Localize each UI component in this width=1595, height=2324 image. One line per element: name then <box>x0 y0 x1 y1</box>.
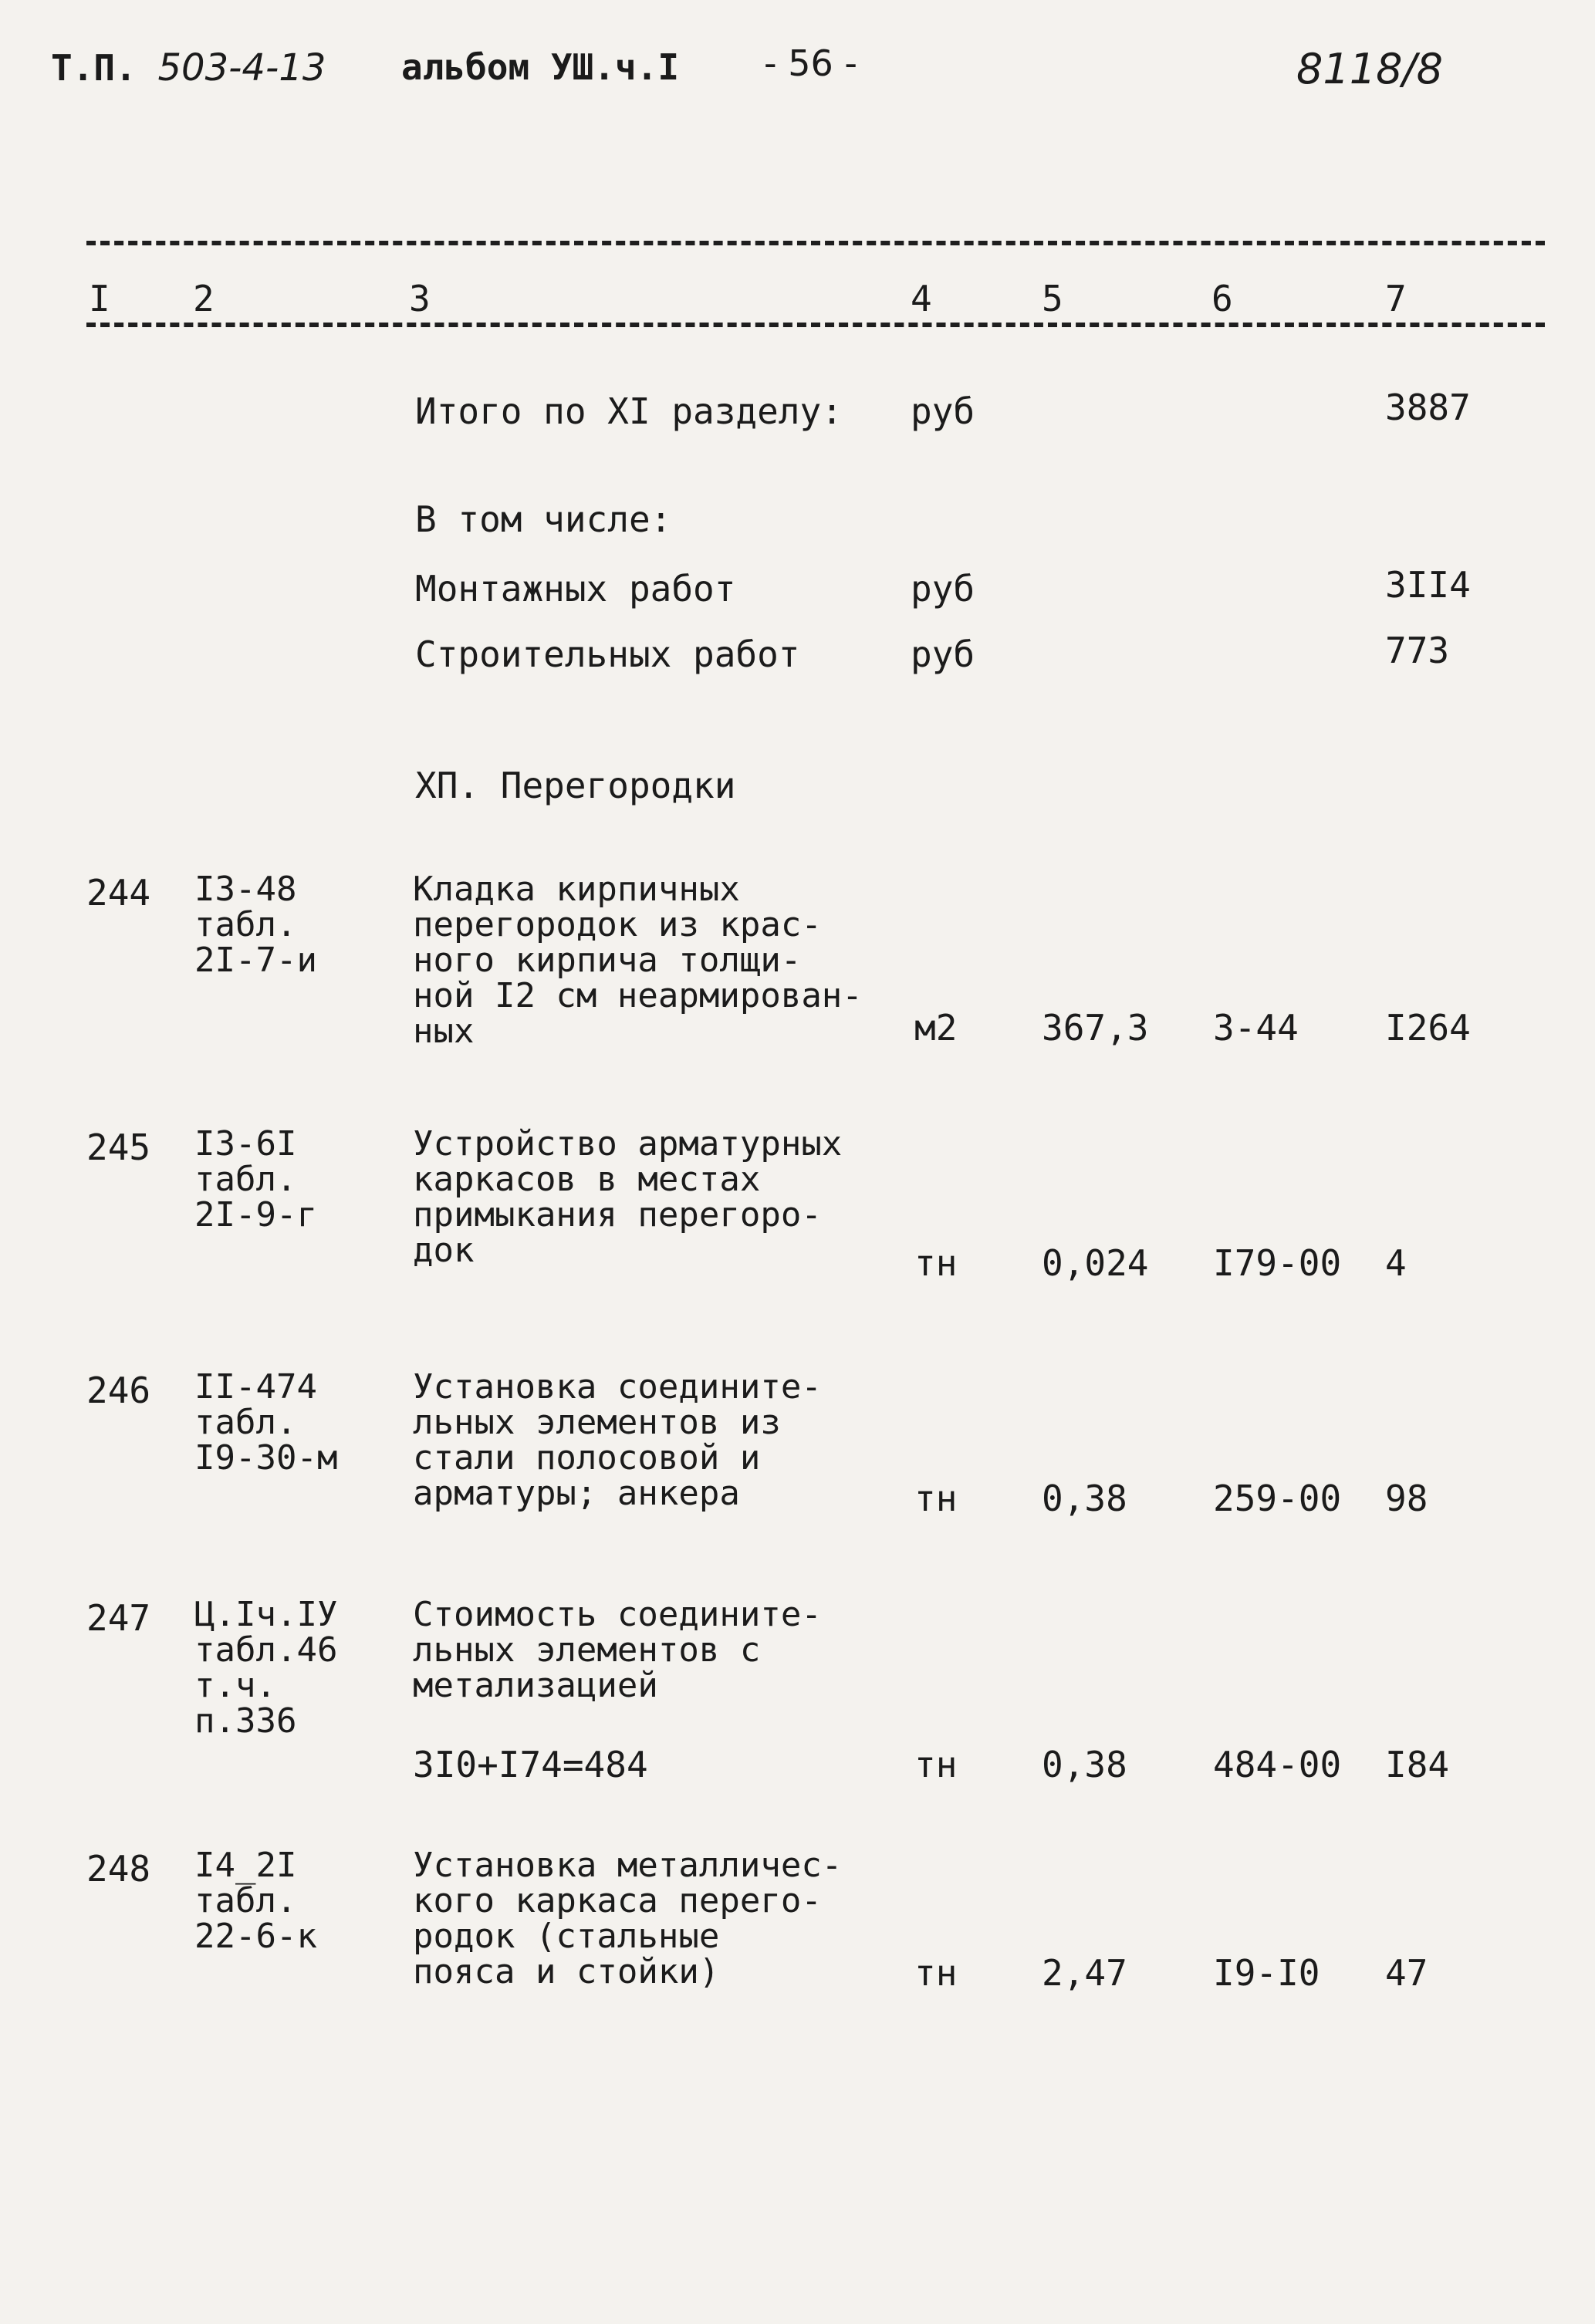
album-label: альбом УШ.ч.I <box>401 46 680 88</box>
tp-label: Т.П. <box>51 47 137 89</box>
work-description: Стоимость соедините- льных элементов с метализацией <box>413 1595 822 1705</box>
doc-header <box>51 46 326 90</box>
quantity: 0,38 <box>1042 1478 1127 1519</box>
unit: тн <box>914 1242 958 1284</box>
unit-price: 484-00 <box>1213 1744 1342 1785</box>
norm-code: I3-6I табл. 2I-9-г <box>194 1124 317 1235</box>
total-label: Итого по XI разделу: <box>415 390 843 432</box>
row-total: 4 <box>1385 1242 1407 1284</box>
col-6: 6 <box>1211 278 1233 319</box>
row-total: I264 <box>1385 1007 1471 1049</box>
unit-price: 3-44 <box>1213 1007 1299 1049</box>
total-unit: руб <box>911 390 975 432</box>
row-number: 248 <box>86 1848 151 1890</box>
row-total: 47 <box>1385 1952 1428 1994</box>
work-description: Кладка кирпичных перегородок из крас- ного кирпича толщи- ной I2 см неармирован- ных <box>413 870 863 1051</box>
norm-code: II-474 табл. I9-30-м <box>194 1367 338 1478</box>
col-2: 2 <box>193 278 215 319</box>
row-number: 247 <box>86 1597 151 1639</box>
col-1: I <box>89 278 110 319</box>
row-number: 246 <box>86 1370 151 1411</box>
unit-price: I9-I0 <box>1213 1952 1320 1994</box>
norm-code: I3-48 табл. 2I-7-и <box>194 870 317 980</box>
price-formula: 3I0+I74=484 <box>413 1744 648 1785</box>
col-7: 7 <box>1385 278 1407 319</box>
quantity: 367,3 <box>1042 1007 1149 1049</box>
unit: тн <box>914 1744 958 1785</box>
divider-top <box>86 241 1545 245</box>
tp-number: 503-4-13 <box>157 46 326 90</box>
building-label: Строительных работ <box>415 633 800 675</box>
mounting-value: 3II4 <box>1385 564 1471 606</box>
norm-code: I4_2I табл. 22-6-к <box>194 1846 317 1956</box>
row-total: 98 <box>1385 1478 1428 1519</box>
including-label: В том числе: <box>415 498 672 540</box>
page-number: - 56 - <box>764 42 857 84</box>
quantity: 0,38 <box>1042 1744 1127 1785</box>
unit-price: 259-00 <box>1213 1478 1342 1519</box>
col-5: 5 <box>1042 278 1063 319</box>
quantity: 0,024 <box>1042 1242 1149 1284</box>
unit-price: I79-00 <box>1213 1242 1342 1284</box>
row-number: 244 <box>86 872 151 914</box>
work-description: Устройство арматурных каркасов в местах примыкания перегоро- док <box>413 1124 843 1270</box>
section-title: ХП. Перегородки <box>415 765 736 806</box>
divider-bottom <box>86 323 1545 327</box>
col-3: 3 <box>409 278 431 319</box>
unit: м2 <box>914 1007 958 1049</box>
total-value: 3887 <box>1385 387 1471 428</box>
mounting-label: Монтажных работ <box>415 568 736 610</box>
mounting-unit: руб <box>911 568 975 610</box>
quantity: 2,47 <box>1042 1952 1127 1994</box>
building-value: 773 <box>1385 630 1450 671</box>
building-unit: руб <box>911 633 975 675</box>
work-description: Установка металличес- кого каркаса перего- родок (стальные пояса и стойки) <box>413 1846 843 1991</box>
col-4: 4 <box>911 278 932 319</box>
norm-code: Ц.Iч.IУ табл.46 т.ч. п.336 <box>194 1595 338 1741</box>
unit: тн <box>914 1478 958 1519</box>
archive-number: 8118/8 <box>1296 45 1443 93</box>
row-total: I84 <box>1385 1744 1450 1785</box>
work-description: Установка соедините- льных элементов из стали полосовой и арматуры; анкера <box>413 1367 822 1513</box>
unit: тн <box>914 1952 958 1994</box>
row-number: 245 <box>86 1127 151 1168</box>
